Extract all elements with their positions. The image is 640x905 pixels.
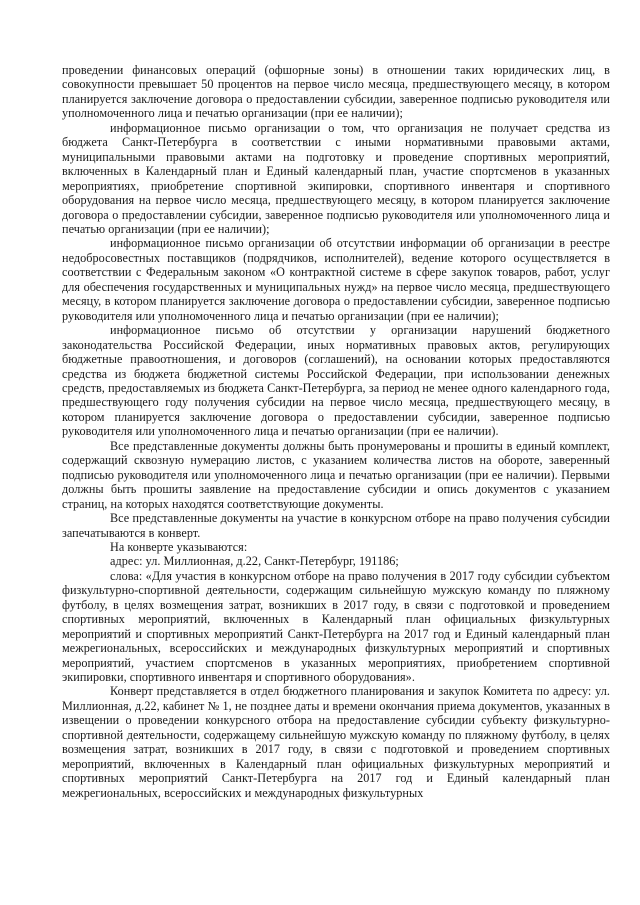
document-body <box>62 63 610 800</box>
paragraph-offshore-zones: проведении финансовых операций (офшорные зоны) в отношении таких юридических лиц, в совокупности превышает 50 процентов на первое число месяца, предшествующего месяцу, в котором планируется заключение договора о предоставлении субсидии, заверенное подписью руководителя или уполномоченного лица и печатью организации (при ее наличии); <box>62 63 610 121</box>
paragraph-envelope-address: адрес: ул. Миллионная, д.22, Санкт-Петербург, 191186; <box>110 554 399 569</box>
paragraph-envelope-heading: На конверте указываются: <box>110 539 248 554</box>
paragraph-no-budget-funds-letter: информационное письмо организации о том, что организация не получает средства из бюджета Санкт-Петербурга в соответствии с иными нормативными правовыми актами, муниципальными правовыми актами на подготовку и проведение спортивных мероприятий, включенных в Календарный план и Единый календарный план, участие спортсменов в указанных мероприятиях, приобретение спортивной экипировки, спортивного инвентаря и спортивного оборудования на первое число месяца, предшествующего месяцу, в котором планируется заключение договора о предоставлении субсидии, заверенное подписью руководителя или уполномоченного лица и печатью организации (при ее наличии); <box>62 120 610 236</box>
paragraph-unscrupulous-suppliers-letter: информационное письмо организации об отсутствии информации об организации в реестре недобросовестных поставщиков (подрядчиков, исполнителей), ведение которого осуществляется в соответствии с Федеральным законом «О контрактной системе в сфере закупок товаров, работ, услуг для обеспечения государственных и муниципальных нужд» на первое число месяца, предшествующего месяцу, в котором планируется заключение договора о предоставлении субсидии, заверенное подписью руководителя или уполномоченного лица и печатью организации (при ее наличии); <box>62 236 610 323</box>
paragraph-documents-binding: Все представленные документы должны быть пронумерованы и прошиты в единый комплект, содержащий сквозную нумерацию листов, с указанием количества листов на обороте, заверенный подписью руководителя или уполномоченного лица и печатью организации (при ее наличии). Первыми должны быть прошиты заявление на предоставление субсидии и опись документов с указанием страниц, на которых находятся соответствующие документы. <box>62 438 610 511</box>
paragraph-budget-violations-letter: информационное письмо об отсутствии у организации нарушений бюджетного законодательства Российской Федерации, иных нормативных правовых актов, регулирующих бюджетные правоотношения, и договоров (соглашений), на основании которых предоставляются средства из бюджета бюджетной системы Российской Федерации, при использовании денежных средств, предоставляемых из бюджета Санкт-Петербурга, за период не менее одного календарного года, предшествующего году получения субсидии на первое число месяца, предшествующего месяцу, в котором планируется заключение договора о предоставлении субсидии, заверенное подписью руководителя или уполномоченного лица и печатью организации (при ее наличии). <box>62 323 610 439</box>
paragraph-envelope-submission: Конверт представляется в отдел бюджетного планирования и закупок Комитета по адресу: ул. Миллионная, д.22, кабинет № 1, не позднее даты и времени окончания приема документов, указанных в извещении о проведении конкурсного отбора на предоставление субсидии субъекту физкультурно-спортивной деятельности, содержащему сильнейшую мужскую команду по пляжному футболу, в целях возмещения затрат, возникших в 2017 году, в связи с подготовкой и проведением спортивных мероприятий, включенных в Календарный план официальных физкультурных мероприятий и спортивных мероприятий Санкт-Петербурга на 2017 год и Единый календарный план межрегиональных, всероссийских и международных физкультурных <box>62 684 610 800</box>
paragraph-envelope-words: слова: «Для участия в конкурсном отборе на право получения в 2017 году субсидии субъектом физкультурно-спортивной деятельности, содержащим сильнейшую мужскую команду по пляжному футболу, в целях возмещения затрат, возникших в 2017 году, в связи с подготовкой и проведением спортивных мероприятий, включенных в Календарный план официальных физкультурных мероприятий и спортивных мероприятий Санкт-Петербурга на 2017 год и Единый календарный план межрегиональных, всероссийских и международных физкультурных мероприятий и спортивных мероприятий, участием спортсменов в указанных мероприятиях, приобретением спортивной экипировки, спортивного инвентаря и спортивного оборудования». <box>62 568 610 685</box>
paragraph-envelope-sealing: Все представленные документы на участие в конкурсном отборе на право получения субсидии запечатываются в конверт. <box>62 511 610 540</box>
